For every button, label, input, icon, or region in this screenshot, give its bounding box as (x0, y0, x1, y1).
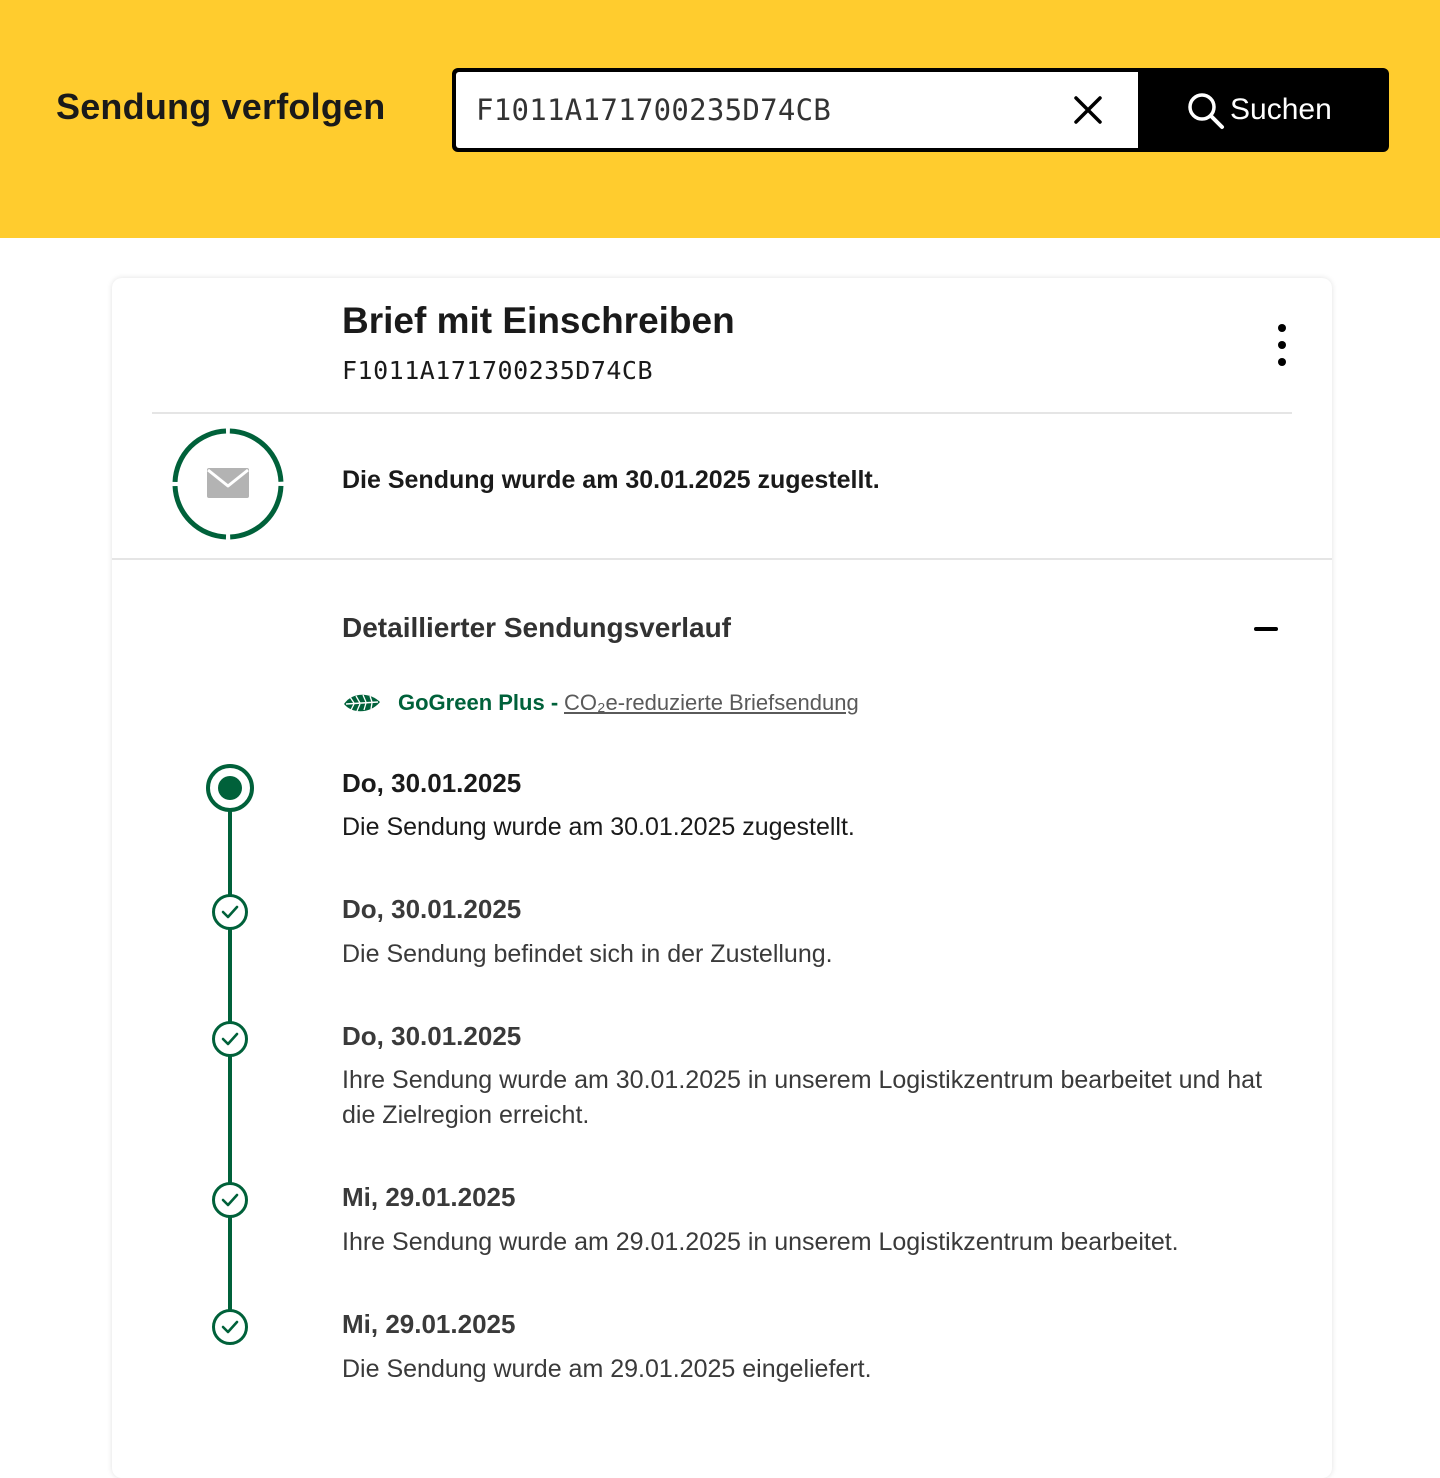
close-icon (1066, 88, 1110, 132)
search-icon (1186, 91, 1226, 131)
status-progress-ring (170, 426, 286, 542)
event-date: Mi, 29.01.2025 (342, 1182, 516, 1212)
event-date: Do, 30.01.2025 (342, 1021, 522, 1051)
search-field (456, 72, 1138, 148)
check-icon (212, 1309, 248, 1345)
event-date: Mi, 29.01.2025 (342, 1309, 516, 1339)
gogreen-info-link[interactable]: CO₂e-reduzierte Briefsendung (564, 690, 859, 715)
envelope-icon (207, 468, 249, 498)
history-title: Detaillierter Sendungsverlauf (342, 612, 732, 643)
check-icon (212, 1182, 248, 1218)
collapse-history-button[interactable] (1248, 614, 1284, 644)
timeline-marker-current (206, 764, 254, 812)
tracking-search (452, 68, 1389, 152)
minus-icon (1254, 627, 1278, 631)
event-text: Die Sendung wurde am 29.01.2025 eingeliefert. (342, 1355, 872, 1383)
event-text: Ihre Sendung wurde am 29.01.2025 in unserem Logistikzentrum bearbeitet. (342, 1228, 1179, 1256)
event-text: Die Sendung befindet sich in der Zustellung. (342, 940, 833, 968)
gogreen-label: GoGreen Plus - (398, 690, 559, 715)
shipment-id: F1011A171700235D74CB (342, 356, 654, 385)
tracking-number-input[interactable] (476, 72, 1056, 148)
divider (152, 412, 1292, 414)
event-date: Do, 30.01.2025 (342, 894, 522, 924)
delivery-status-text: Die Sendung wurde am 30.01.2025 zugestellt. (342, 466, 880, 494)
search-button-label: Suchen (1230, 93, 1332, 126)
divider (112, 558, 1332, 560)
shipment-title: Brief mit Einschreiben (342, 300, 735, 341)
timeline-line (228, 788, 232, 1328)
clear-search-button[interactable] (1066, 88, 1110, 132)
event-text: Die Sendung wurde am 30.01.2025 zugestellt. (342, 813, 855, 841)
event-text: Ihre Sendung wurde am 30.01.2025 in unserem Logistikzentrum bearbeitet und hat die Zielregion erreicht. (342, 1066, 1263, 1129)
check-icon (212, 1021, 248, 1057)
event-date: Do, 30.01.2025 (342, 768, 522, 798)
search-button[interactable] (1142, 72, 1385, 148)
shipment-card (112, 278, 1332, 1478)
check-icon (212, 894, 248, 930)
more-vertical-icon (1262, 322, 1302, 368)
more-options-button[interactable] (1262, 322, 1302, 368)
header-bar (0, 0, 1440, 238)
leaf-icon (342, 690, 382, 716)
page-title: Sendung verfolgen (56, 86, 386, 127)
